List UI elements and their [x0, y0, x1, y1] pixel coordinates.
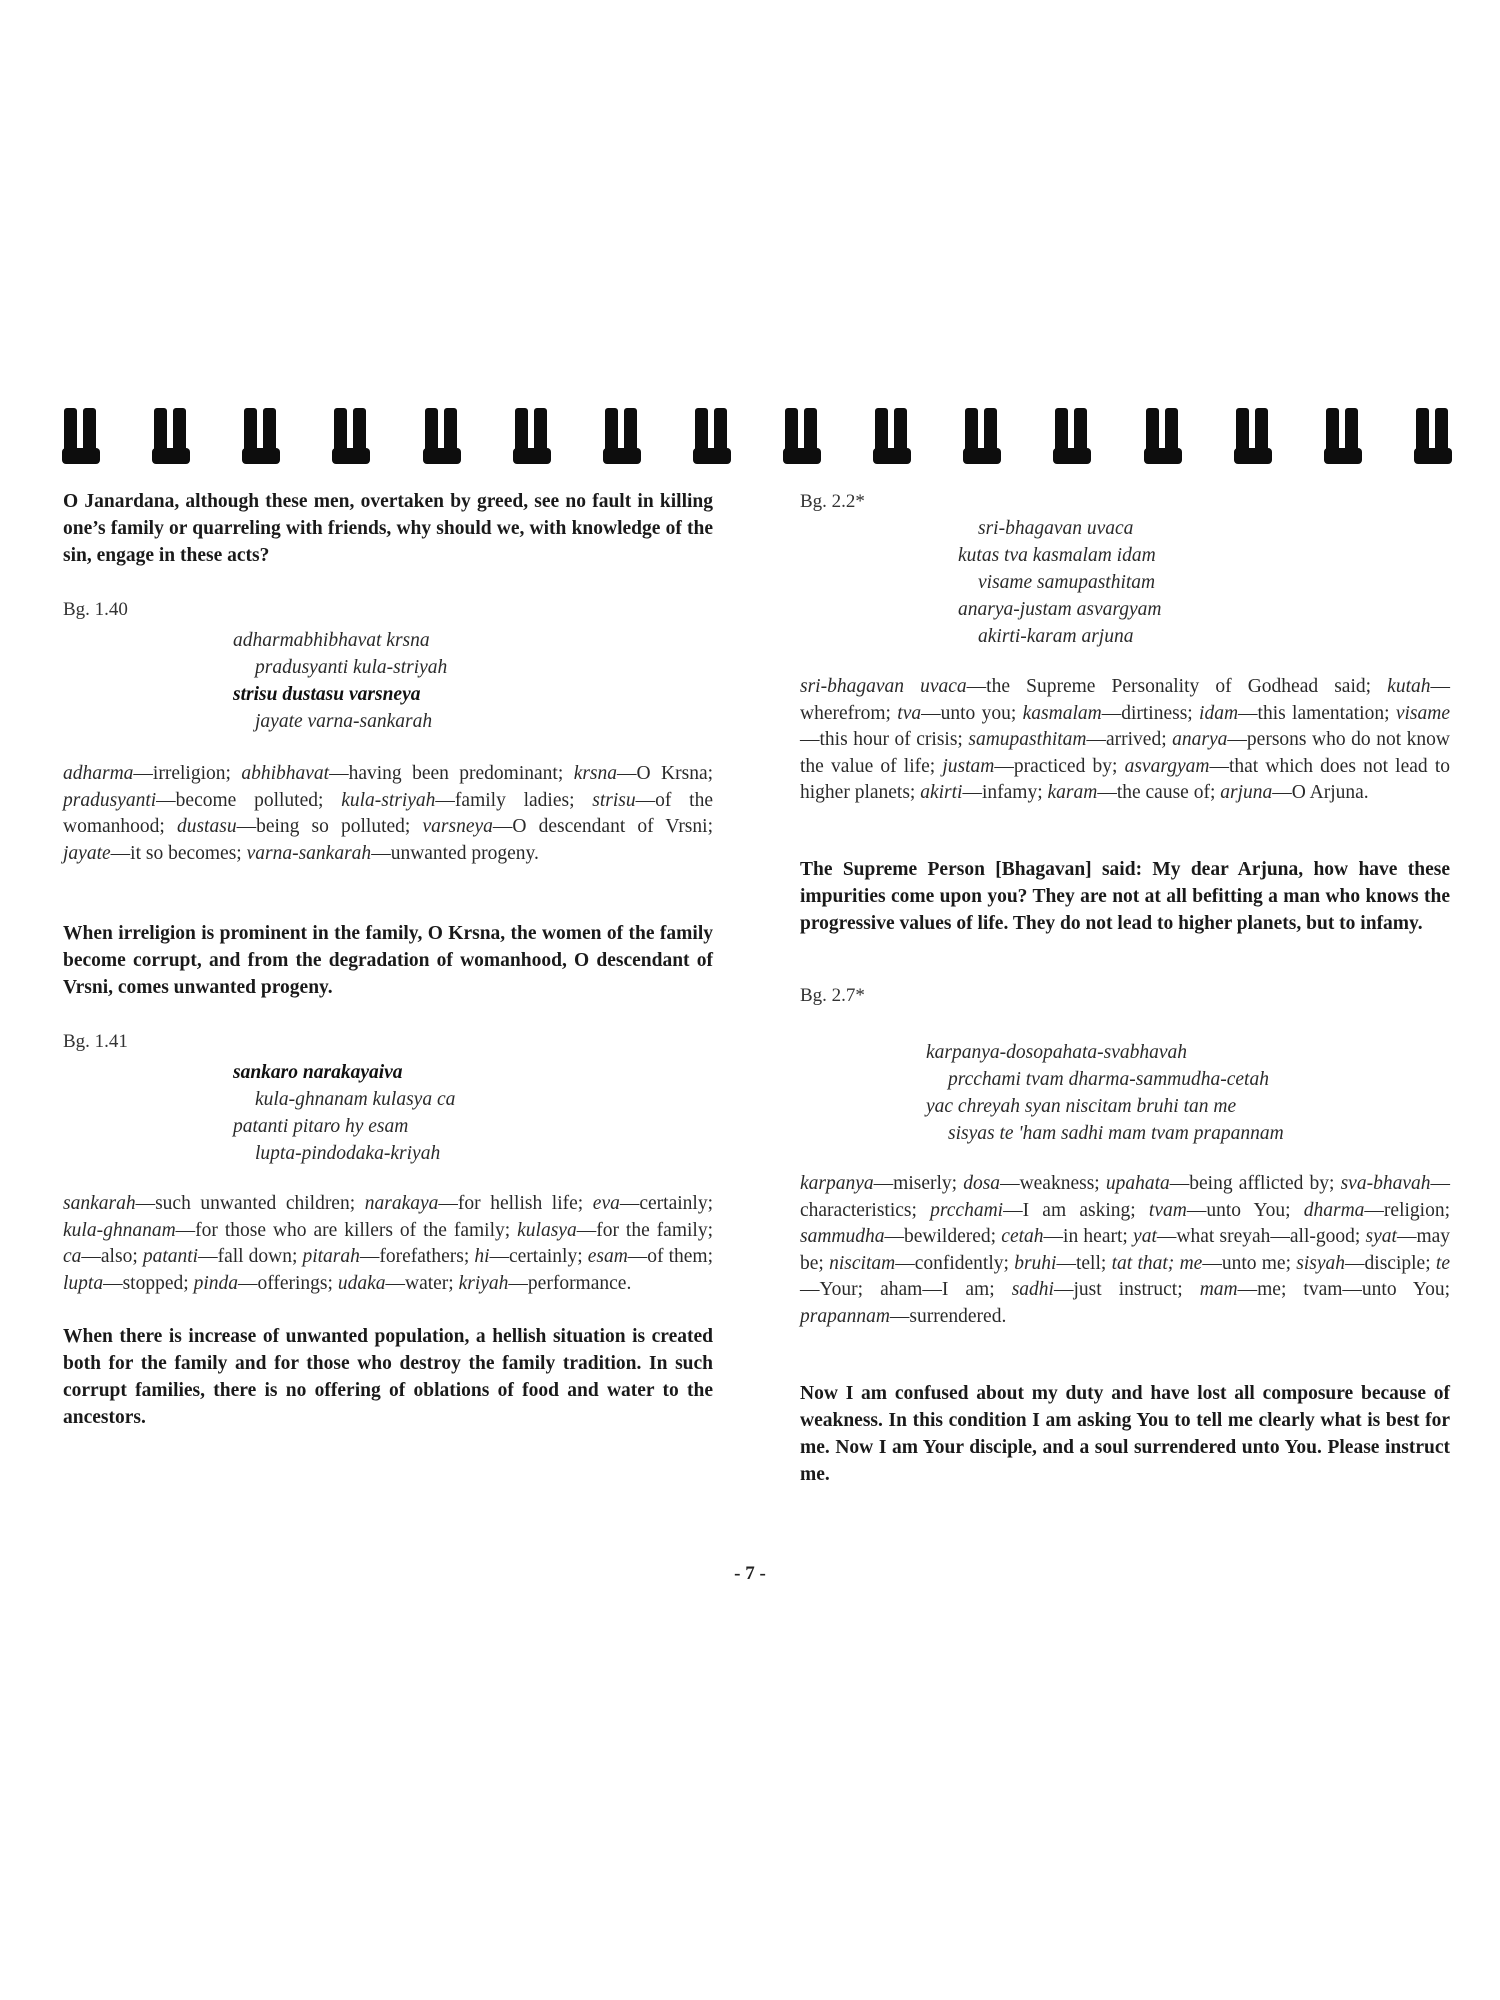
synonym-term: niscitam [829, 1252, 896, 1274]
synonym-term: dosa [963, 1173, 1001, 1194]
synonym-meaning: —for the family; [576, 1219, 713, 1241]
verse-line: kula-ghnanam kulasya ca [255, 1089, 456, 1110]
synonym-term: varsneya [422, 816, 493, 837]
synonym-term: pinda [193, 1272, 238, 1294]
synonyms-paragraph [800, 1171, 1450, 1358]
verse-block [233, 1059, 713, 1167]
synonym-term: pitarah [302, 1246, 360, 1267]
synonym-term: tvam [1148, 1199, 1187, 1221]
verse-reference: Bg. 1.41 [63, 1031, 128, 1052]
verse-line: prcchami tvam dharma-sammudha-cetah [948, 1069, 1269, 1090]
synonym-meaning: —miserly; [873, 1173, 964, 1194]
synonym-term: sammudha [800, 1226, 885, 1247]
binding-ring [873, 408, 911, 464]
synonym-meaning: —certainly; [619, 1193, 713, 1214]
verse-line: adharmabhibhavat krsna [233, 630, 430, 651]
synonym-term: udaka [337, 1272, 386, 1294]
synonym-meaning: —in heart; [1043, 1226, 1134, 1247]
binding-ring [152, 408, 190, 464]
synonym-meaning: —me; tvam—unto You; [1237, 1279, 1450, 1300]
synonym-meaning: —bewildered; [884, 1226, 1002, 1247]
synonym-term: idam [1199, 702, 1239, 724]
verse-translation: The Supreme Person [Bhagavan] said: My dear Arjuna, how have these impurities come upon you? They are not at all befitting a man who knows the progressive values of life. They do not lead to higher planets, but to infamy. [800, 859, 1450, 934]
verse-translation: Now I am confused about my duty and have lost all composure because of weakness. In this condition I am asking You to tell me clearly what is best for me. Now I am Your disciple, and a soul surrendered unto You. Please instruct me. [800, 1383, 1450, 1485]
binding-ring [783, 408, 821, 464]
synonym-term: karpanya [800, 1173, 874, 1194]
binding-ring [423, 408, 461, 464]
verse-translation: When there is increase of unwanted population, a hellish situation is created both for the family and for those who destroy the family tradition. In such corrupt families, there is no offering of oblations of food and water to the ancestors. [63, 1326, 713, 1428]
binding-ring [242, 408, 280, 464]
synonym-meaning: —stopped; [103, 1272, 194, 1294]
synonym-term: dustasu [176, 816, 237, 837]
synonym-term: upahata [1105, 1173, 1170, 1194]
synonym-term: kulasya [517, 1219, 577, 1241]
verse-reference: Bg. 2.2* [800, 491, 865, 512]
synonym-meaning: —having been predominant; [329, 763, 574, 784]
synonym-term: pradusyanti [63, 789, 157, 811]
left-column [63, 488, 713, 1431]
synonym-meaning: —become polluted; [156, 789, 342, 811]
synonym-meaning: —such unwanted children; [135, 1193, 365, 1214]
verse-line: sri-bhagavan uvaca [978, 518, 1134, 539]
synonym-term: prapannam [800, 1305, 890, 1327]
synonym-term: kutah [1387, 676, 1431, 697]
synonym-term: kasmalam [1022, 702, 1102, 724]
synonym-term: sri-bhagavan uvaca [800, 676, 967, 697]
page-number: - 7 - [734, 1563, 766, 1584]
synonym-meaning: —unto You; [1186, 1199, 1304, 1221]
verse-line: strisu dustasu varsneya [233, 684, 421, 705]
synonym-term: varna-sankarah [246, 842, 372, 864]
synonym-meaning: —offerings; [237, 1272, 338, 1294]
verse-line: sankaro narakayaiva [233, 1062, 403, 1083]
synonym-term: karam [1047, 782, 1098, 803]
binding-ring [513, 408, 551, 464]
synonym-meaning: —disciple; [1345, 1252, 1436, 1274]
synonym-term: abhibhavat [241, 763, 330, 784]
synonym-term: syat [1365, 1226, 1397, 1247]
verse-reference: Bg. 2.7* [800, 985, 865, 1006]
synonym-term: hi [474, 1246, 490, 1267]
verse-block [233, 627, 713, 735]
binding-ring [1414, 408, 1452, 464]
synonym-meaning: —performance. [508, 1272, 632, 1294]
synonym-meaning: —unto me; [1202, 1252, 1297, 1274]
synonym-meaning: —forefathers; [359, 1246, 475, 1267]
verse-block [958, 515, 1450, 650]
synonym-meaning: —weakness; [1000, 1173, 1106, 1194]
synonym-meaning: —confidently; [895, 1252, 1015, 1274]
verse-line: karpanya-dosopahata-svabhavah [926, 1042, 1188, 1063]
synonym-meaning: —for those who are killers of the family; [175, 1219, 518, 1241]
synonym-term: esam [587, 1246, 628, 1267]
verse-translation: When irreligion is prominent in the family, O Krsna, the women of the family become corrupt, and from the degradation of womanhood, O descendant of Vrsni, comes unwanted progeny. [63, 923, 713, 998]
synonym-meaning: —characteristics; [800, 1173, 1450, 1221]
synonym-meaning: —O Arjuna. [1272, 782, 1369, 803]
synonym-meaning: —for hellish life; [438, 1193, 593, 1214]
synonym-term: adharma [63, 763, 134, 784]
verse-line: patanti pitaro hy esam [233, 1116, 409, 1137]
synonym-term: kula-striyah [341, 789, 436, 811]
binding-ring [1234, 408, 1272, 464]
synonym-term: sadhi [1011, 1279, 1054, 1300]
synonym-meaning: —surrendered. [889, 1305, 1007, 1327]
intro-translation: O Janardana, although these men, overtaken by greed, see no fault in killing one’s family or quarreling with friends, why should we, with knowledge of the sin, engage in these acts? [63, 491, 713, 566]
synonym-meaning: —water; [385, 1272, 459, 1294]
verse-reference: Bg. 1.40 [63, 599, 128, 620]
verse-line: visame samupasthitam [978, 572, 1156, 593]
synonym-term: mam [1199, 1279, 1238, 1300]
binding-ring [1144, 408, 1182, 464]
synonym-meaning: —just instruct; [1053, 1279, 1200, 1300]
synonym-meaning: —certainly; [489, 1246, 588, 1267]
binding-ring [62, 408, 100, 464]
binding-ring [1053, 408, 1091, 464]
binding-ring [1324, 408, 1362, 464]
synonyms-paragraph [800, 674, 1450, 834]
synonym-meaning: —wherefrom; [800, 676, 1450, 724]
synonym-term: tva [897, 702, 922, 724]
synonym-term: patanti [142, 1246, 199, 1267]
synonym-meaning: —family ladies; [435, 789, 593, 811]
synonym-term: samupasthitam [968, 729, 1087, 750]
synonym-term: jayate [63, 842, 111, 864]
synonym-term: lupta [63, 1272, 104, 1294]
verse-line: pradusyanti kula-striyah [255, 657, 448, 678]
synonym-meaning: —being afflicted by; [1169, 1173, 1341, 1194]
synonym-term: eva [592, 1193, 620, 1214]
synonym-term: prcchami [930, 1199, 1004, 1221]
verse-line: lupta-pindodaka-kriyah [255, 1143, 441, 1164]
verse-line: yac chreyah syan niscitam bruhi tan me [926, 1096, 1237, 1117]
synonym-meaning: —also; [81, 1246, 143, 1267]
synonym-meaning: —Your; aham—I am; [800, 1279, 1012, 1300]
synonym-term: ca [63, 1246, 82, 1267]
synonym-term: te [1435, 1252, 1450, 1274]
synonym-term: akirti [920, 782, 963, 803]
synonym-meaning: —that which does not lead to higher planets; [800, 755, 1450, 803]
synonym-meaning: —fall down; [198, 1246, 303, 1267]
binding-ring [693, 408, 731, 464]
synonym-meaning: —irreligion; [133, 763, 242, 784]
synonym-term: kriyah [458, 1272, 509, 1294]
synonym-meaning: —of them; [627, 1246, 713, 1267]
binding-ring [963, 408, 1001, 464]
synonym-meaning: —unwanted progeny. [371, 842, 539, 864]
verse-line: sisyas te 'ham sadhi mam tvam prapannam [948, 1123, 1284, 1144]
synonym-term: cetah [1001, 1226, 1044, 1247]
synonym-term: dharma [1303, 1199, 1365, 1221]
verse-line: akirti-karam arjuna [978, 626, 1134, 647]
verse-block [926, 1039, 1450, 1147]
synonym-meaning: —what sreyah—all-good; [1156, 1226, 1366, 1247]
synonym-term: sisyah [1296, 1252, 1346, 1274]
synonym-meaning: —arrived; [1086, 729, 1173, 750]
synonyms-paragraph [63, 1191, 713, 1297]
binding-ring [332, 408, 370, 464]
synonym-meaning: —may be; [800, 1226, 1451, 1274]
synonym-meaning: —religion; [1364, 1199, 1450, 1221]
synonym-term: yat [1133, 1226, 1157, 1247]
synonym-meaning: —unto you; [921, 702, 1023, 724]
binding-ring [603, 408, 641, 464]
synonym-meaning: —tell; [1056, 1252, 1112, 1274]
synonym-term: krsna [573, 763, 618, 784]
synonym-meaning: —I am asking; [1003, 1199, 1149, 1221]
verse-line: kutas tva kasmalam idam [958, 545, 1156, 566]
synonym-meaning: —of the womanhood; [63, 789, 713, 837]
verse-line: jayate varna-sankarah [255, 711, 433, 732]
synonym-meaning: —persons who do not know the value of life; [800, 729, 1450, 777]
synonym-meaning: —practiced by; [994, 755, 1125, 777]
synonym-term: bruhi [1014, 1252, 1057, 1274]
synonym-meaning: —it so becomes; [110, 842, 247, 864]
synonym-term: visame [1395, 702, 1450, 724]
synonym-meaning: —this lamentation; [1238, 702, 1396, 724]
synonym-meaning: —the Supreme Personality of Godhead said; [966, 676, 1388, 697]
verse-line: anarya-justam asvargyam [958, 599, 1162, 620]
synonym-term: asvargyam [1124, 755, 1210, 777]
synonym-term: sankarah [63, 1193, 136, 1214]
synonyms-paragraph [63, 761, 713, 894]
synonym-meaning: —this hour of crisis; [800, 729, 969, 750]
synonym-term: anarya [1172, 729, 1228, 750]
synonym-term: kula-ghnanam [63, 1219, 176, 1241]
synonym-term: narakaya [364, 1193, 439, 1214]
right-column [800, 488, 1450, 1488]
spiral-binding [62, 408, 1452, 464]
synonym-meaning: —the cause of; [1097, 782, 1221, 803]
synonym-term: justam [942, 755, 995, 777]
synonym-meaning: —infamy; [962, 782, 1048, 803]
synonym-meaning: —O Krsna; [617, 763, 714, 784]
synonym-meaning: —O descendant of Vrsni; [492, 816, 713, 837]
synonym-term: strisu [592, 789, 636, 811]
synonym-term: arjuna [1220, 782, 1273, 803]
synonym-meaning: —dirtiness; [1101, 702, 1200, 724]
synonym-meaning: —being so polluted; [236, 816, 423, 837]
synonym-term: sva-bhavah [1340, 1173, 1431, 1194]
synonym-term: tat that; me [1111, 1252, 1203, 1274]
